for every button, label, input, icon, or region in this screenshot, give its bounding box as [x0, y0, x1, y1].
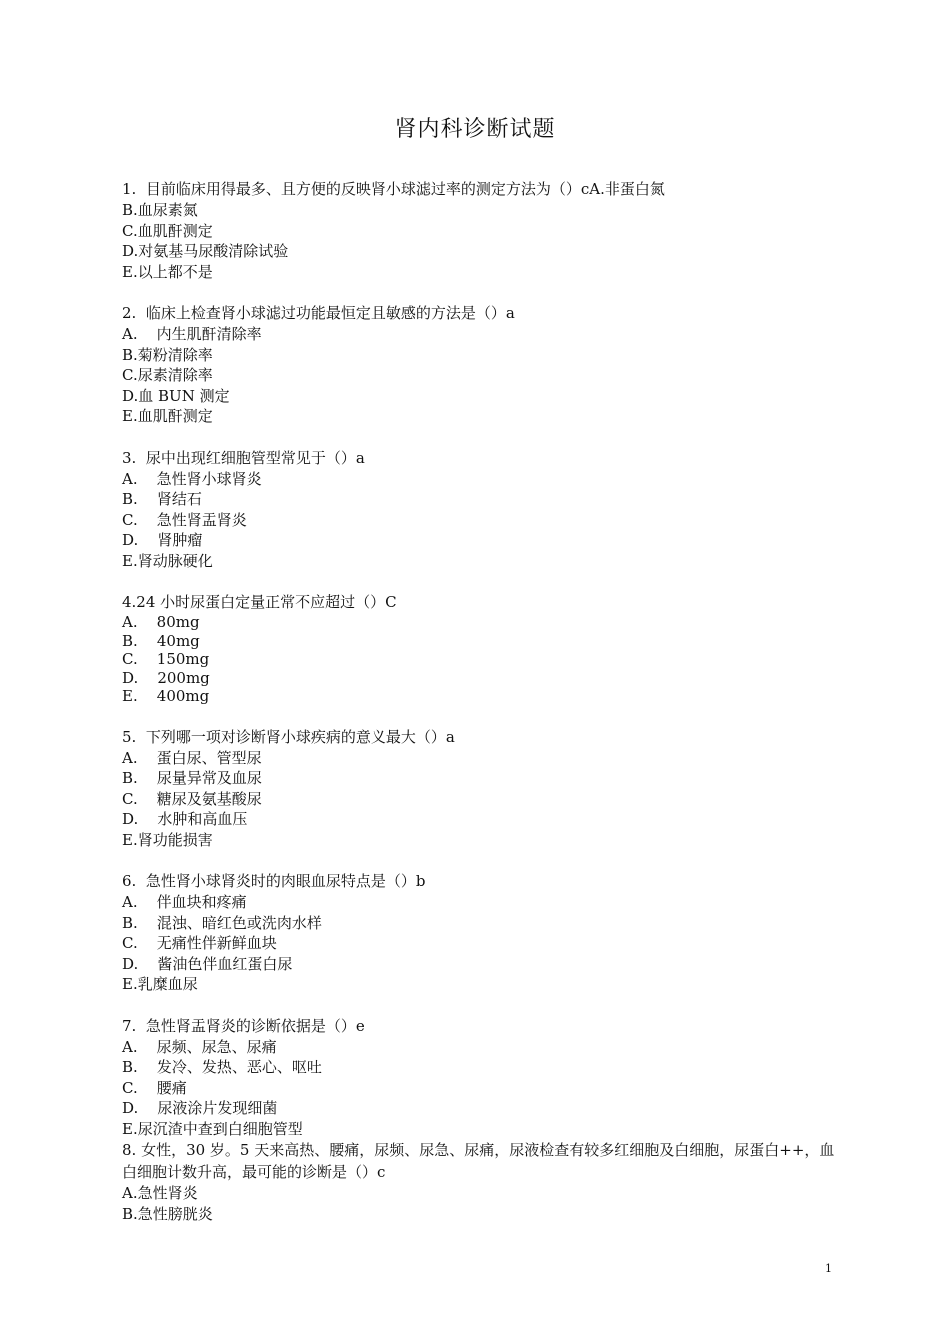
- option-b: B.菊粉清除率: [122, 345, 213, 364]
- question-8: [122, 1139, 842, 1224]
- option-b: B.急性膀胱炎: [122, 1204, 213, 1223]
- option-a: A. 急性肾小球肾炎: [122, 469, 262, 488]
- question-stem: 1. 目前临床用得最多、且方便的反映肾小球滤过率的测定方法为（）cA.非蛋白氮: [122, 180, 665, 198]
- option-d: D. 200mg: [122, 668, 210, 687]
- option-c: C. 腰痛: [122, 1078, 187, 1097]
- option-c: C. 150mg: [122, 650, 210, 668]
- option-b: B. 发冷、发热、恶心、呕吐: [122, 1058, 322, 1076]
- option-e: E.肾功能损害: [122, 830, 213, 849]
- option-d: D.血 BUN 测定: [122, 386, 230, 405]
- option-c: C. 急性肾盂肾炎: [122, 510, 247, 529]
- question-list: [122, 178, 842, 1224]
- option-e: E. 400mg: [122, 687, 210, 705]
- option-b: B.血尿素氮: [122, 201, 198, 219]
- option-d: D. 水肿和高血压: [122, 810, 248, 828]
- option-d: D. 肾肿瘤: [122, 531, 203, 549]
- question-6: [122, 870, 842, 995]
- option-d: D. 尿液涂片发现细菌: [122, 1099, 278, 1117]
- question-stem: 5. 下列哪一项对诊断肾小球疾病的意义最大（）a: [122, 727, 455, 746]
- option-d: D.对氨基马尿酸清除试验: [122, 242, 289, 260]
- option-e: E.血肌酐测定: [122, 407, 213, 425]
- option-b: B. 肾结石: [122, 490, 202, 508]
- option-b: B. 混浊、暗红色或洗肉水样: [122, 913, 322, 932]
- option-c: C.血肌酐测定: [122, 221, 213, 240]
- option-e: E.肾动脉硬化: [122, 551, 213, 570]
- question-stem: 2. 临床上检查肾小球滤过功能最恒定且敏感的方法是（）a: [122, 304, 515, 322]
- option-e: E.以上都不是: [122, 262, 213, 281]
- question-stem: 3. 尿中出现红细胞管型常见于（）a: [122, 448, 365, 467]
- question-4: [122, 591, 842, 706]
- question-2: [122, 302, 842, 427]
- option-e: E.尿沉渣中查到白细胞管型: [122, 1119, 303, 1138]
- option-a: A. 80mg: [122, 613, 200, 631]
- option-a: A. 蛋白尿、管型尿: [122, 748, 262, 767]
- question-5: [122, 726, 842, 851]
- option-c: C. 糖尿及氨基酸尿: [122, 789, 262, 808]
- question-1: [122, 178, 842, 282]
- question-stem: 6. 急性肾小球肾炎时的肉眼血尿特点是（）b: [122, 872, 426, 890]
- question-stem: 7. 急性肾盂肾炎的诊断依据是（）e: [122, 1016, 365, 1035]
- option-b: B. 40mg: [122, 631, 200, 650]
- option-c: C.尿素清除率: [122, 366, 213, 384]
- page-number: 1: [825, 1262, 832, 1275]
- option-a: A. 伴血块和疼痛: [122, 893, 247, 911]
- option-a: A.急性肾炎: [122, 1184, 198, 1202]
- page-title: 肾内科诊断试题: [394, 117, 556, 142]
- option-a: A. 尿频、尿急、尿痛: [122, 1037, 277, 1056]
- question-stem: 4.24 小时尿蛋白定量正常不应超过（）C: [122, 593, 397, 611]
- option-a: A. 内生肌酐清除率: [122, 325, 262, 343]
- question-7: [122, 1015, 842, 1140]
- option-e: E.乳糜血尿: [122, 975, 198, 993]
- question-3: [122, 447, 842, 572]
- option-c: C. 无痛性伴新鲜血块: [122, 934, 277, 952]
- option-b: B. 尿量异常及血尿: [122, 769, 262, 787]
- option-d: D. 酱油色伴血红蛋白尿: [122, 954, 293, 973]
- question-stem: 8. 女性，30 岁。5 天来高热、腰痛，尿频、尿急、尿痛，尿液检查有较多红细胞及白细胞，尿蛋白++，血白细胞计数升高，最可能的诊断是（）c: [122, 1141, 835, 1181]
